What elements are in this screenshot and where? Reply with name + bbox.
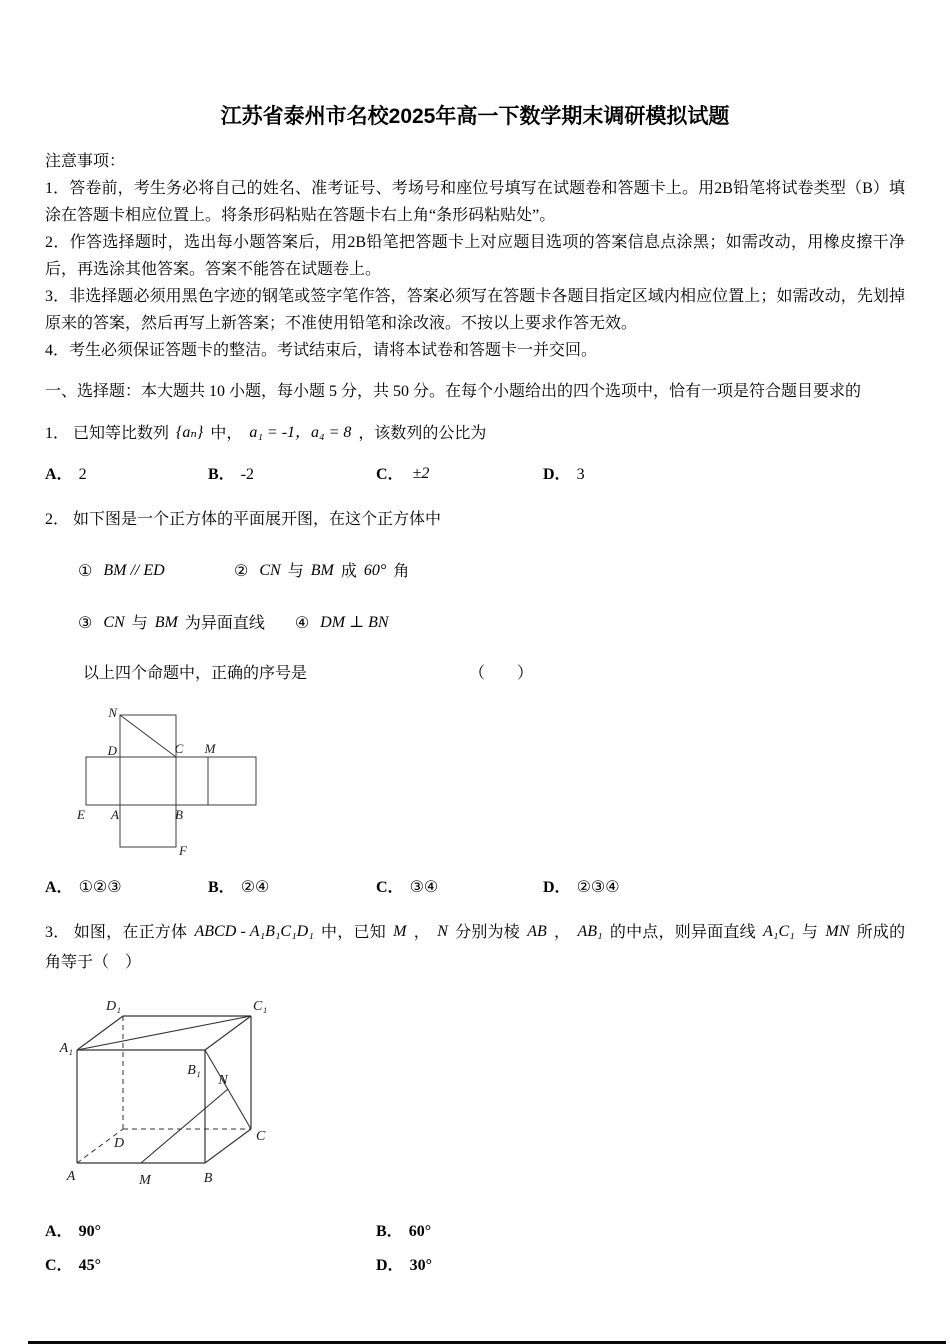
cube-label-a1: A₁ (59, 1041, 73, 1056)
net-label-n: N (108, 705, 117, 720)
net-lines (86, 715, 256, 847)
math-sequence-notation: {aₙ} (176, 424, 204, 441)
question-2-statements-2 (45, 609, 905, 639)
net-label-e: E (77, 807, 85, 822)
net-label-m: M (204, 741, 216, 756)
statement-2-text-b: 成 (340, 563, 357, 580)
statement-3-text-a: 与 (131, 615, 148, 632)
statement-3-text-b: 为异面直线 (184, 615, 265, 632)
math-line-mn: MN (825, 923, 850, 940)
option-d[interactable] (543, 463, 585, 487)
question-1-text-1: 已知等比数列 (73, 425, 170, 442)
question-1-text-2: 中， (210, 425, 243, 442)
note-item-4: 4．考生必须保证答题卡的整洁。考试结束后，请将本试卷和答题卡一并交回。 (45, 342, 598, 359)
math-60-degrees: 60° (363, 562, 387, 579)
option-c-value: 45° (78, 1257, 101, 1274)
question-2-number: 2． (45, 511, 70, 528)
statement-4-number: ④ (294, 615, 310, 632)
cube-hidden-edges (77, 1016, 251, 1163)
question-3-text-3: ， (413, 924, 430, 941)
math-point-n: N (437, 923, 448, 940)
option-d[interactable] (543, 876, 620, 900)
option-b[interactable] (208, 463, 376, 487)
cube-diagram (55, 988, 305, 1193)
statement-3-number: ③ (78, 615, 93, 632)
statement-1 (78, 557, 230, 587)
option-d-label: D． (376, 1257, 404, 1274)
cube-label-c: C (256, 1129, 266, 1144)
note-item-3: 3．非选择题必须用黑色字迹的钢笔或签字笔作答，答案必须写在答题卡各题目指定区域内相应位置上；如需改动，先划掉原来的答案，然后再写上新答案；不准使用铅笔和涂改液。不按以上要求作答无效。 (45, 288, 905, 332)
question-1-text-3: ，该数列的公比为 (358, 425, 487, 442)
cube-label-b1: B₁ (187, 1063, 201, 1078)
option-b-value: -2 (240, 466, 255, 483)
option-c-label: C． (45, 1257, 73, 1274)
cube-label-d1: D₁ (106, 999, 121, 1014)
statement-2-number: ② (234, 563, 249, 580)
math-bm-parallel-ed: BM // ED (103, 562, 165, 579)
statement-4 (295, 615, 392, 632)
question-2-statements-1 (45, 557, 905, 587)
cube-label-b: B (203, 1171, 213, 1186)
option-b-value: ②④ (240, 879, 270, 896)
math-cn-2: CN (103, 614, 125, 631)
net-labels (76, 705, 217, 858)
cube-construction-lines (77, 1016, 251, 1163)
cube-label-a: A (66, 1169, 76, 1184)
question-3-options-row-1 (45, 1220, 905, 1244)
statement-3 (78, 615, 269, 632)
question-3-options-row-2 (45, 1254, 905, 1278)
cube-net-diagram (73, 703, 288, 861)
option-c-label: C． (376, 466, 404, 483)
math-cn: CN (259, 562, 281, 579)
cube-label-d: D (113, 1136, 125, 1151)
note-item-1: 1．答卷前，考生务必将自己的姓名、准考证号、考场号和座位号填写在试题卷和答题卡上。用2B铅笔将试卷类型（B）填涂在答题卡相应位置上。将条形码粘贴在答题卡右上角“条形码粘贴处”。 (45, 180, 905, 224)
question-1-stem (45, 419, 905, 449)
cube-label-n: N (218, 1073, 228, 1088)
math-line-a1c1: A₁C₁ (763, 923, 795, 940)
math-cube-name: ABCD - A₁B₁C₁D₁ (194, 923, 314, 940)
question-2 (45, 505, 905, 900)
math-bm: BM (310, 562, 334, 579)
question-3-stem (45, 918, 905, 978)
question-3-options (45, 1220, 905, 1278)
math-bm-2: BM (154, 614, 178, 631)
option-b[interactable] (376, 1220, 431, 1244)
section-header: 一、选择题：本大题共 10 小题，每小题 5 分，共 50 分。在每个小题给出的四个选项中，恰有一项是符合题目要求的 (45, 383, 862, 400)
option-b-label: B． (208, 466, 235, 483)
option-b-value: 60° (408, 1223, 432, 1240)
option-c-label: C． (376, 879, 404, 896)
option-a-value: 90° (78, 1223, 101, 1240)
statement-2-text-c: 角 (393, 563, 410, 580)
statement-2-text-a: 与 (287, 563, 304, 580)
option-b-label: B． (376, 1223, 403, 1240)
option-a[interactable] (45, 876, 208, 900)
option-d-label: D． (543, 879, 571, 896)
question-3-text-2: 中，已知 (321, 924, 386, 941)
question-3-number: 3． (45, 924, 70, 941)
net-label-f: F (179, 843, 187, 858)
net-label-b: B (175, 807, 183, 822)
option-a[interactable] (45, 1220, 376, 1244)
option-d-value: 30° (409, 1257, 432, 1274)
net-label-a: A (111, 807, 119, 822)
question-3-text-7: 与 (801, 924, 819, 941)
option-d-value: 3 (576, 466, 585, 483)
question-3-text-6: 的中点，则异面直线 (609, 924, 756, 941)
cube-label-m: M (139, 1173, 151, 1188)
option-c[interactable] (45, 1254, 376, 1278)
option-d-value: ②③④ (576, 879, 620, 896)
math-sequence-terms: a₁ = -1，a₄ = 8 (249, 424, 352, 441)
net-label-c: C (174, 741, 184, 756)
note-item-2: 2．作答选择题时，选出每小题答案后，用2B铅笔把答题卡上对应题目选项的答案信息点涂黑；如需改动，用橡皮擦干净后，再选涂其他答案。答案不能答在试题卷上。 (45, 234, 905, 278)
question-2-options (45, 876, 905, 900)
option-b-label: B． (208, 879, 235, 896)
question-1 (45, 419, 905, 487)
option-c[interactable] (376, 876, 543, 900)
math-dm-perp-bn: DM ⊥ BN (320, 614, 389, 631)
option-c[interactable] (376, 463, 543, 487)
net-label-d: D (107, 743, 117, 758)
notes-section (45, 148, 905, 364)
option-b[interactable] (208, 876, 376, 900)
question-1-number: 1． (45, 425, 70, 442)
cube-solid-edges (77, 1016, 251, 1163)
math-point-m: M (393, 923, 407, 940)
math-edge-ab1: AB₁ (577, 923, 603, 940)
question-2-prompt-text: 以上四个命题中，正确的序号是 (83, 665, 308, 682)
notes-header: 注意事项： (45, 153, 126, 170)
option-a-label: A． (45, 879, 73, 896)
question-3-text-8: 所成的角等于（ ） (45, 924, 906, 971)
question-2-text: 如下图是一个正方体的平面展开图，在这个正方体中 (73, 511, 442, 528)
cube-figure (55, 988, 905, 1198)
cube-net-figure (73, 703, 905, 866)
option-c-value: ③④ (409, 879, 439, 896)
statement-1-number: ① (78, 563, 93, 580)
exam-title: 江苏省泰州市名校2025年高一下数学期末调研模拟试题 (220, 105, 730, 128)
question-2-stem (45, 505, 905, 535)
question-2-prompt (45, 659, 905, 689)
option-a-value: 2 (78, 466, 87, 483)
question-3 (45, 918, 905, 1278)
option-c-value: ±2 (412, 465, 430, 482)
question-3-text-4: 分别为棱 (455, 924, 521, 941)
statement-2 (234, 563, 409, 580)
option-a-value: ①②③ (78, 879, 122, 896)
option-a-label: A． (45, 466, 73, 483)
question-3-text-5: ， (554, 924, 571, 941)
cube-label-c1: C₁ (253, 999, 268, 1014)
option-d[interactable] (376, 1254, 432, 1278)
question-3-text-1: 如图，在正方体 (73, 924, 188, 941)
question-1-options (45, 463, 905, 487)
math-edge-ab: AB (527, 923, 547, 940)
option-d-label: D． (543, 466, 571, 483)
option-a[interactable] (45, 463, 208, 487)
option-a-label: A． (45, 1223, 73, 1240)
answer-parentheses: （ ） (469, 665, 542, 682)
